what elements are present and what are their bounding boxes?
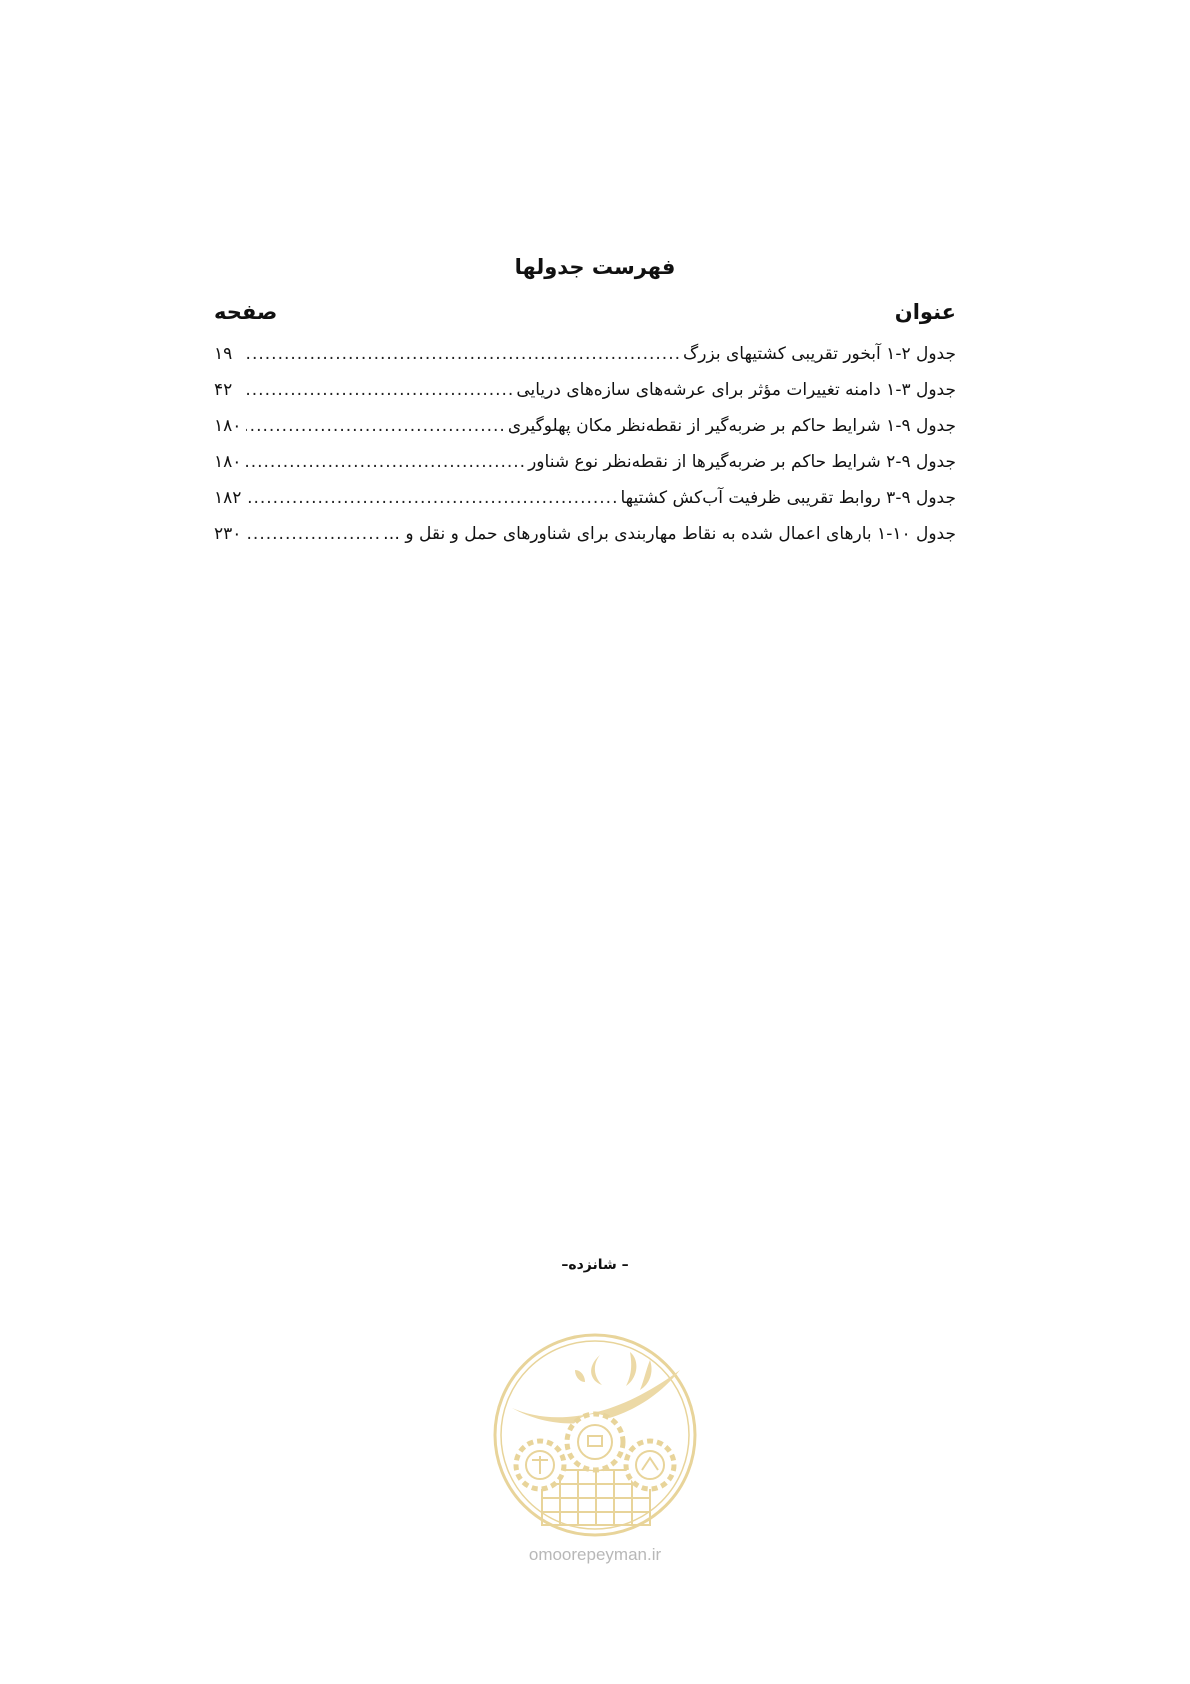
toc-entry-title: جدول ۳-۱ دامنه تغییرات مؤثر برای عرشه‌های سازه‌های دریایی [516,380,956,400]
table-of-tables [214,300,956,552]
toc-entry-title: جدول ۹-۳ روابط تقریبی ظرفیت آب‌کش کشتیها [620,488,956,508]
toc-header-title: عنوان [894,300,956,324]
toc-entry[interactable] [214,372,956,408]
toc-dot-leader [246,408,506,444]
toc-dot-leader [246,480,619,516]
toc-dot-leader [246,444,526,480]
toc-entry-page: ۱۸۲ [214,488,242,508]
toc-entry-page: ۲۳۰ [214,524,242,544]
toc-entry-title: جدول ۹-۲ شرایط حاکم بر ضربه‌گیرها از نقطه‌نظر نوع شناور [528,452,956,472]
page-number: – شانزده– [561,1257,629,1273]
toc-entry[interactable] [214,444,956,480]
toc-header [214,300,956,336]
toc-entry-title: جدول ۱۰-۱ بارهای اعمال شده به نقاط مهاربندی برای شناورهای حمل و نقل و … [383,524,956,544]
toc-entry[interactable] [214,408,956,444]
toc-dot-leader [246,336,681,372]
toc-entry-page: ۱۸۰ [214,416,242,436]
toc-entry-page: ۱۸۰ [214,452,242,472]
toc-dot-leader [246,372,514,408]
toc-entry-title: جدول ۲-۱ آبخور تقریبی کشتیهای بزرگ [683,344,956,364]
toc-entry[interactable] [214,480,956,516]
toc-entry-page: ۴۲ [214,380,233,400]
toc-entry-title: جدول ۹-۱ شرایط حاکم بر ضربه‌گیر از نقطه‌نظر مکان پهلوگیری [507,416,956,436]
watermark-url: omoorepeyman.ir [528,1545,662,1564]
toc-entry-page: ۱۹ [214,344,233,364]
toc-header-page: صفحه [214,300,278,324]
page-title: فهرست جدولها [514,255,676,279]
toc-entry[interactable] [214,336,956,372]
toc-entry[interactable] [214,516,956,552]
toc-dot-leader [246,516,381,552]
omoorepeyman-logo-icon [490,1330,700,1540]
